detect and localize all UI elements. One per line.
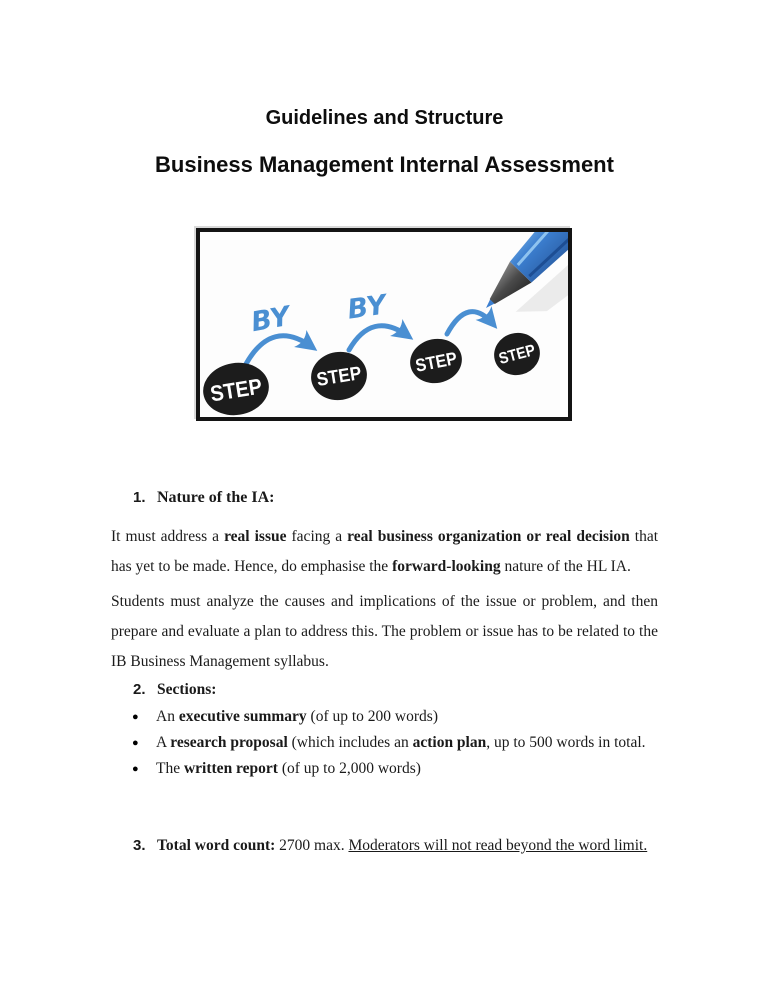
bullet-item-research-proposal [111, 730, 658, 756]
paragraph-nature-2: Students must analyze the causes and implications of the issue or problem, and then prepare and evaluate a plan to address this. The problem or issue has to be related to the IB Business Management syllabus. [111, 593, 658, 670]
arrow-arc-1 [246, 336, 312, 364]
numbered-item-2 [111, 677, 658, 703]
step-label-3: STEP [413, 347, 464, 376]
step-label-4: STEP [497, 340, 542, 368]
step-oval-1 [200, 358, 273, 417]
arrow-arc-2 [349, 326, 408, 350]
step-oval-3 [406, 334, 465, 387]
bullet-text: A research proposal (which includes an action plan, up to 500 words in total. [156, 734, 646, 751]
item-1-number: 1. [133, 489, 146, 506]
item-2-heading: Sections: [157, 681, 217, 698]
item-1-heading: Nature of the IA: [157, 489, 275, 506]
bullet-item-written-report [111, 756, 658, 782]
page-title-line-1: Guidelines and Structure [265, 107, 504, 129]
item-3-text: Total word count: 2700 max. Moderators will not read beyond the word limit. [157, 837, 648, 854]
numbered-item-3 [111, 833, 658, 859]
paragraph-nature-1: It must address a real issue facing a real business organization or real decision that has yet to be made. Hence, do emphasise the forward-looking nature of the HL IA. [111, 528, 659, 575]
step-label-1: STEP [208, 372, 270, 407]
by-label-1: BY [248, 301, 293, 339]
bullet-item-executive-summary [111, 704, 658, 730]
by-label-2: BY [345, 289, 389, 326]
step-label-2: STEP [315, 362, 368, 391]
sections-bullet-list [111, 704, 658, 782]
step-by-step-illustration [200, 232, 568, 417]
page-title-line-2: Business Management Internal Assessment [155, 152, 614, 177]
bullet-dot: ● [132, 737, 139, 749]
step-oval-4 [489, 328, 544, 380]
bullet-dot: ● [132, 711, 139, 723]
bullet-text: The written report (of up to 2,000 words) [156, 760, 421, 777]
item-2-number: 2. [133, 681, 146, 698]
bullet-dot: ● [132, 763, 139, 775]
numbered-item-1 [111, 487, 658, 509]
bullet-text: An executive summary (of up to 200 words) [156, 708, 438, 725]
item-3-number: 3. [133, 837, 146, 854]
step-by-step-figure [196, 228, 572, 421]
arrow-arc-3 [447, 312, 493, 334]
step-oval-2 [308, 348, 371, 404]
